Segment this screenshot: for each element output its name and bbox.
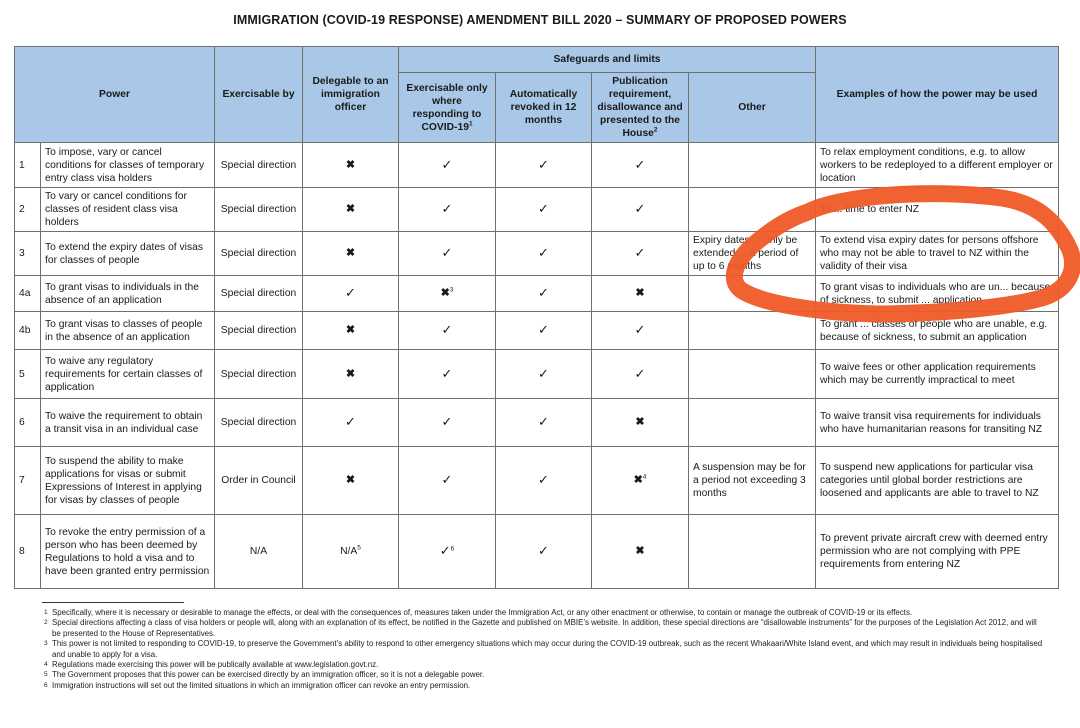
check-icon: ✓ — [441, 365, 453, 381]
cross-icon: ✖ — [635, 545, 645, 557]
footnote-number: 6 — [44, 681, 48, 689]
example-use: To grant visas to individuals who are un... because of sickness, to submit ... application — [816, 276, 1059, 312]
covid-only-cell — [399, 276, 496, 312]
check-icon: ✓ — [441, 472, 453, 487]
auto-revoked-cell — [496, 515, 592, 589]
auto-revoked-cell — [496, 350, 592, 399]
exercisable-by: Order in Council — [215, 447, 303, 515]
footnote-ref: 5 — [357, 544, 361, 552]
footnote-text: Immigration instructions will set out the limited situations in which an immigration officer can revoke an entry permission. — [52, 680, 471, 690]
footnote — [44, 639, 1044, 660]
footnote — [44, 681, 1044, 691]
footnote-text: This power is not limited to responding to COVID-19, to preserve the Government’s ability to respond to other emergency situations which may occur during the COVID-19 outbreak, such as the recent Whakaari/White Island event, and which may result in individuals being hospitalised and unable to apply for a visa. — [52, 639, 1043, 659]
other-limits — [689, 276, 816, 312]
footnote-number: 3 — [44, 640, 48, 648]
check-icon: ✓ — [538, 543, 549, 558]
check-icon: ✓ — [634, 245, 646, 260]
auto-revoked-cell — [496, 399, 592, 447]
footnote — [44, 660, 1044, 670]
row-number: 4b — [15, 312, 41, 350]
delegable-cell — [303, 515, 399, 589]
covid-only-cell — [399, 399, 496, 447]
cross-icon: ✖ — [635, 287, 645, 299]
header-exercisable-by: Exercisable by — [215, 47, 303, 143]
header-examples: Examples of how the power may be used — [816, 47, 1059, 143]
row-number: 2 — [15, 188, 41, 232]
check-icon: ✓ — [441, 245, 453, 260]
example-use: To suspend new applications for particular visa categories until global border restrictions are loosened and applicants are able to travel to NZ — [816, 447, 1059, 515]
auto-revoked-cell — [496, 312, 592, 350]
footnote-ref: 4 — [642, 473, 647, 481]
delegable-cell — [303, 350, 399, 399]
check-icon: ✓ — [538, 201, 549, 216]
footnote-number: 2 — [44, 619, 48, 627]
header-delegable: Delegable to an immigration officer — [303, 47, 399, 143]
check-icon: ✓ — [538, 472, 549, 487]
footnotes — [44, 608, 1044, 691]
check-icon: ✓ — [538, 414, 549, 429]
publication-cell — [592, 143, 689, 188]
example-use: To waive fees or other application requirements which may be currently impractical to meet — [816, 350, 1059, 399]
publication-cell — [592, 399, 689, 447]
covid-only-cell — [399, 447, 496, 515]
covid-only-cell — [399, 188, 496, 232]
auto-revoked-cell — [496, 276, 592, 312]
power-description: To suspend the ability to make applications for visas or submit Expressions of Interest in applying for visas by classes of people — [41, 447, 215, 515]
table-row — [15, 399, 1059, 447]
footnote — [44, 670, 1044, 680]
exercisable-by: Special direction — [215, 143, 303, 188]
row-number: 1 — [15, 143, 41, 188]
power-description: To revoke the entry permission of a person who has been deemed by Regulations to hold a visa and to have been granted entry permission — [41, 515, 215, 589]
auto-revoked-cell — [496, 232, 592, 276]
check-icon: ✓ — [634, 365, 646, 381]
powers-table — [14, 46, 1059, 589]
row-number: 8 — [15, 515, 41, 589]
exercisable-by: Special direction — [215, 188, 303, 232]
check-icon: ✓ — [441, 322, 453, 337]
covid-only-cell — [399, 350, 496, 399]
row-number: 7 — [15, 447, 41, 515]
header-publication: Publication requirement, disallowance and presented to the House$^2$ — [592, 73, 689, 143]
cross-icon: ✖ — [345, 203, 356, 215]
auto-revoked-cell — [496, 447, 592, 515]
header-other: Other — [689, 73, 816, 143]
publication-cell — [592, 350, 689, 399]
check-icon: ✓ — [439, 543, 451, 558]
check-icon: ✓ — [441, 156, 453, 172]
example-use: To relax employment conditions, e.g. to allow workers to be redeployed to a different employer or location — [816, 143, 1059, 188]
header-safeguards-group: Safeguards and limits — [399, 47, 816, 73]
exercisable-by: Special direction — [215, 399, 303, 447]
exercisable-by: Special direction — [215, 312, 303, 350]
example-use: To waive transit visa requirements for individuals who have humanitarian reasons for transiting NZ — [816, 399, 1059, 447]
cross-icon: ✖ — [345, 247, 356, 259]
check-icon: ✓ — [634, 201, 646, 216]
check-icon: ✓ — [538, 365, 549, 381]
footnote — [44, 608, 1044, 618]
publication-cell — [592, 188, 689, 232]
row-number: 4a — [15, 276, 41, 312]
covid-only-cell — [399, 143, 496, 188]
cross-icon: ✖ — [635, 416, 645, 428]
footnote-separator — [42, 602, 184, 603]
row-number: 3 — [15, 232, 41, 276]
example-use: To extend visa expiry dates for persons offshore who may not be able to travel to NZ within the validity of their visa — [816, 232, 1059, 276]
other-limits: A suspension may be for a period not exceeding 3 months — [689, 447, 816, 515]
delegable-cell — [303, 447, 399, 515]
power-description: To grant visas to individuals in the absence of an application — [41, 276, 215, 312]
exercisable-by: Special direction — [215, 350, 303, 399]
table-row — [15, 143, 1059, 188]
table-row — [15, 232, 1059, 276]
check-icon: ✓ — [441, 414, 453, 429]
delegable-cell — [303, 312, 399, 350]
publication-cell — [592, 232, 689, 276]
footnote-ref: 6 — [450, 545, 455, 553]
other-limits — [689, 188, 816, 232]
row-number: 5 — [15, 350, 41, 399]
covid-only-cell — [399, 232, 496, 276]
cell-text: N/A — [340, 546, 358, 557]
other-limits — [689, 399, 816, 447]
power-description: To waive the requirement to obtain a transit visa in an individual case — [41, 399, 215, 447]
cross-icon: ✖ — [440, 287, 450, 299]
exercisable-by: Special direction — [215, 232, 303, 276]
covid-only-cell — [399, 515, 496, 589]
example-use: To prevent private aircraft crew with deemed entry permission who are not complying with PPE requirements from entering NZ — [816, 515, 1059, 589]
footnote-ref: 3 — [449, 286, 454, 294]
footnote-text: Regulations made exercising this power will be publically available at www.legislation.govt.nz. — [52, 660, 379, 670]
check-icon: ✓ — [538, 285, 549, 300]
footnote-number: 5 — [44, 671, 48, 679]
check-icon: ✓ — [634, 322, 646, 337]
other-limits — [689, 350, 816, 399]
header-power: Power — [15, 47, 215, 143]
other-limits: Expiry dates ... only be extended ... a period of up to 6 months — [689, 232, 816, 276]
delegable-cell — [303, 276, 399, 312]
delegable-cell — [303, 399, 399, 447]
other-limits — [689, 515, 816, 589]
check-icon: ✓ — [634, 156, 646, 172]
check-icon: ✓ — [441, 201, 453, 216]
delegable-cell — [303, 143, 399, 188]
check-icon: ✓ — [345, 414, 356, 429]
footnote-text: The Government proposes that this power can be exercised directly by an immigration officer, so it is not a delegable power. — [52, 670, 485, 680]
auto-revoked-cell — [496, 188, 592, 232]
document-title: IMMIGRATION (COVID-19 RESPONSE) AMENDMENT BILL 2020 – SUMMARY OF PROPOSED POWERS — [233, 13, 847, 27]
check-icon: ✓ — [345, 285, 356, 300]
publication-cell — [592, 447, 689, 515]
power-description: To impose, vary or cancel conditions for classes of temporary entry class visa holders — [41, 143, 215, 188]
cross-icon: ✖ — [345, 367, 356, 380]
row-number: 6 — [15, 399, 41, 447]
example-use: To ... time to enter NZ — [816, 188, 1059, 232]
footnote-number: 1 — [44, 609, 48, 616]
table-row — [15, 312, 1059, 350]
footnote-number: 4 — [44, 661, 48, 669]
table-row — [15, 188, 1059, 232]
delegable-cell — [303, 188, 399, 232]
example-use: To grant ... classes of people who are unable, e.g. because of sickness, to submit an application — [816, 312, 1059, 350]
footnote — [44, 618, 1044, 639]
cross-icon: ✖ — [633, 474, 643, 486]
table-row — [15, 447, 1059, 515]
cross-icon: ✖ — [345, 474, 356, 486]
exercisable-by: Special direction — [215, 276, 303, 312]
check-icon: ✓ — [538, 245, 549, 260]
covid-only-cell — [399, 312, 496, 350]
cross-icon: ✖ — [345, 324, 356, 336]
header-auto-revoked: Automatically revoked in 12 months — [496, 73, 592, 143]
auto-revoked-cell — [496, 143, 592, 188]
delegable-cell — [303, 232, 399, 276]
check-icon: ✓ — [538, 322, 549, 337]
cross-icon: ✖ — [345, 158, 356, 171]
header-covid-only: Exercisable only where responding to COVID-$19^1$ — [399, 73, 496, 143]
other-limits — [689, 312, 816, 350]
check-icon: ✓ — [538, 156, 549, 172]
table-row — [15, 350, 1059, 399]
table-row — [15, 276, 1059, 312]
publication-cell — [592, 515, 689, 589]
footnote-text: Special directions affecting a class of visa holders or people will, along with an explanation of its effect, be notified in the Gazette and published on MBIE’s website. In addition, these special directions are “disallowable instruments” for the purposes of the Legislation Act 2012, and will be presented to the House of Representatives. — [52, 618, 1037, 638]
power-description: To grant visas to classes of people in the absence of an application — [41, 312, 215, 350]
power-description: To vary or cancel conditions for classes of resident class visa holders — [41, 188, 215, 232]
other-limits — [689, 143, 816, 188]
exercisable-by: N/A — [215, 515, 303, 589]
footnote-text: Specifically, where it is necessary or desirable to manage the effects, or deal with the consequences of, measures taken under the Immigration Act, or any other enactment or otherwise, to contain or manage the outbreak of COVID-19 or its effects. — [52, 608, 913, 617]
power-description: To waive any regulatory requirements for certain classes of application — [41, 350, 215, 399]
publication-cell — [592, 312, 689, 350]
table-row — [15, 515, 1059, 589]
publication-cell — [592, 276, 689, 312]
power-description: To extend the expiry dates of visas for classes of people — [41, 232, 215, 276]
